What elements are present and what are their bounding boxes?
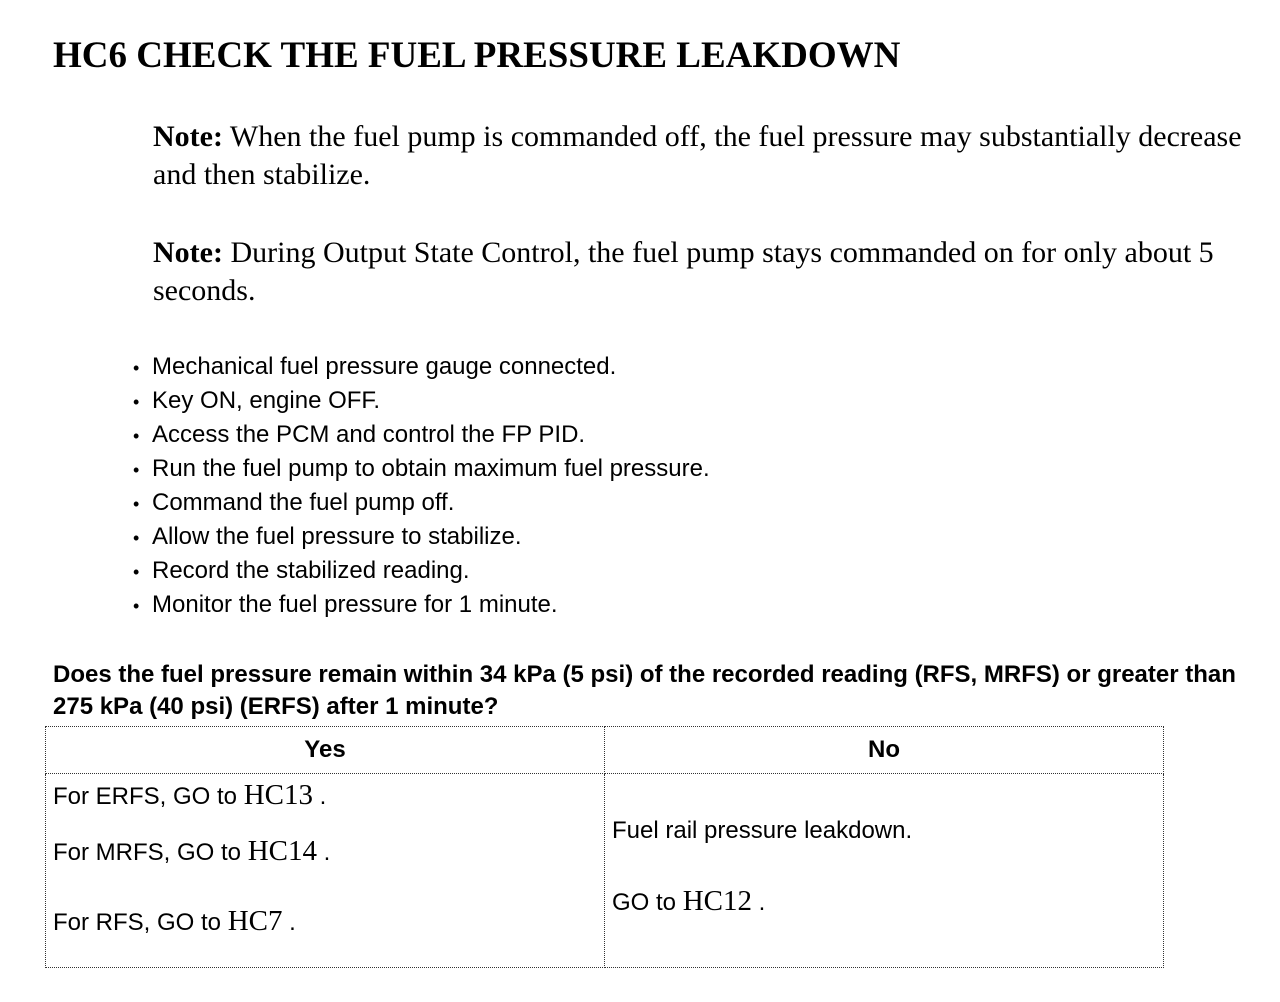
step-text: Mechanical fuel pressure gauge connected. — [152, 353, 617, 380]
list-item — [133, 520, 710, 554]
hc12-link[interactable]: HC12 — [682, 885, 752, 917]
note-label: Note: — [153, 120, 223, 153]
decision-question: Does the fuel pressure remain within 34 kPa (5 psi) of the recorded reading (RFS, MRFS) or greater than 275 kPa (40 psi) (ERFS) after 1 minute? — [53, 661, 1236, 720]
page-title: HC6 CHECK THE FUEL PRESSURE LEAKDOWN — [53, 35, 901, 76]
list-item — [133, 486, 710, 520]
note-text: When the fuel pump is commanded off, the fuel pressure may substantially decrease and then stabilize. — [153, 120, 1242, 191]
note-fuel-pump-off — [153, 118, 1253, 194]
step-text: Key ON, engine OFF. — [152, 387, 381, 414]
yes-action-erfs — [46, 774, 604, 816]
bullet-icon: • — [133, 562, 140, 582]
yes-cell — [46, 774, 605, 968]
action-suffix: . — [751, 889, 766, 916]
no-cell — [605, 774, 1164, 968]
action-suffix: . — [316, 839, 331, 866]
no-action — [605, 866, 1163, 936]
no-cell-content — [605, 774, 1163, 936]
note-output-state-control — [153, 234, 1253, 310]
hc14-link[interactable]: HC14 — [247, 835, 317, 867]
hc7-link[interactable]: HC7 — [227, 905, 283, 937]
bullet-icon: • — [133, 596, 140, 616]
list-item — [133, 418, 710, 452]
yes-action-mrfs — [46, 816, 604, 886]
action-prefix: For RFS, GO to — [53, 909, 228, 936]
step-text: Monitor the fuel pressure for 1 minute. — [152, 591, 558, 618]
procedure-steps — [133, 350, 710, 622]
action-prefix: GO to — [612, 889, 683, 916]
step-text: Run the fuel pump to obtain maximum fuel pressure. — [152, 455, 710, 482]
no-finding: Fuel rail pressure leakdown. — [612, 817, 913, 844]
bullet-icon: • — [133, 494, 140, 514]
bullet-icon: • — [133, 528, 140, 548]
action-prefix: For ERFS, GO to — [53, 783, 244, 810]
bullet-icon: • — [133, 426, 140, 446]
no-header: No — [605, 727, 1164, 774]
list-item — [133, 452, 710, 486]
step-text: Command the fuel pump off. — [152, 489, 455, 516]
hc13-link[interactable]: HC13 — [243, 779, 313, 811]
yes-action-rfs — [46, 886, 604, 956]
note-text: During Output State Control, the fuel pump stays commanded on for only about 5 seconds. — [153, 236, 1214, 307]
bullet-icon: • — [133, 392, 140, 412]
step-text: Allow the fuel pressure to stabilize. — [152, 523, 522, 550]
list-item — [133, 554, 710, 588]
action-suffix: . — [313, 783, 327, 810]
yes-header: Yes — [46, 727, 605, 774]
bullet-icon: • — [133, 358, 140, 378]
list-item — [133, 384, 710, 418]
action-suffix: . — [282, 909, 296, 936]
step-text: Record the stabilized reading. — [152, 557, 470, 584]
bullet-icon: • — [133, 460, 140, 480]
table-row — [46, 774, 1164, 968]
step-text: Access the PCM and control the FP PID. — [152, 421, 586, 448]
decision-table — [45, 726, 1164, 968]
list-item — [133, 350, 710, 384]
action-prefix: For MRFS, GO to — [53, 839, 248, 866]
list-item — [133, 588, 710, 622]
note-label: Note: — [153, 236, 223, 269]
table-header-row — [46, 727, 1164, 774]
